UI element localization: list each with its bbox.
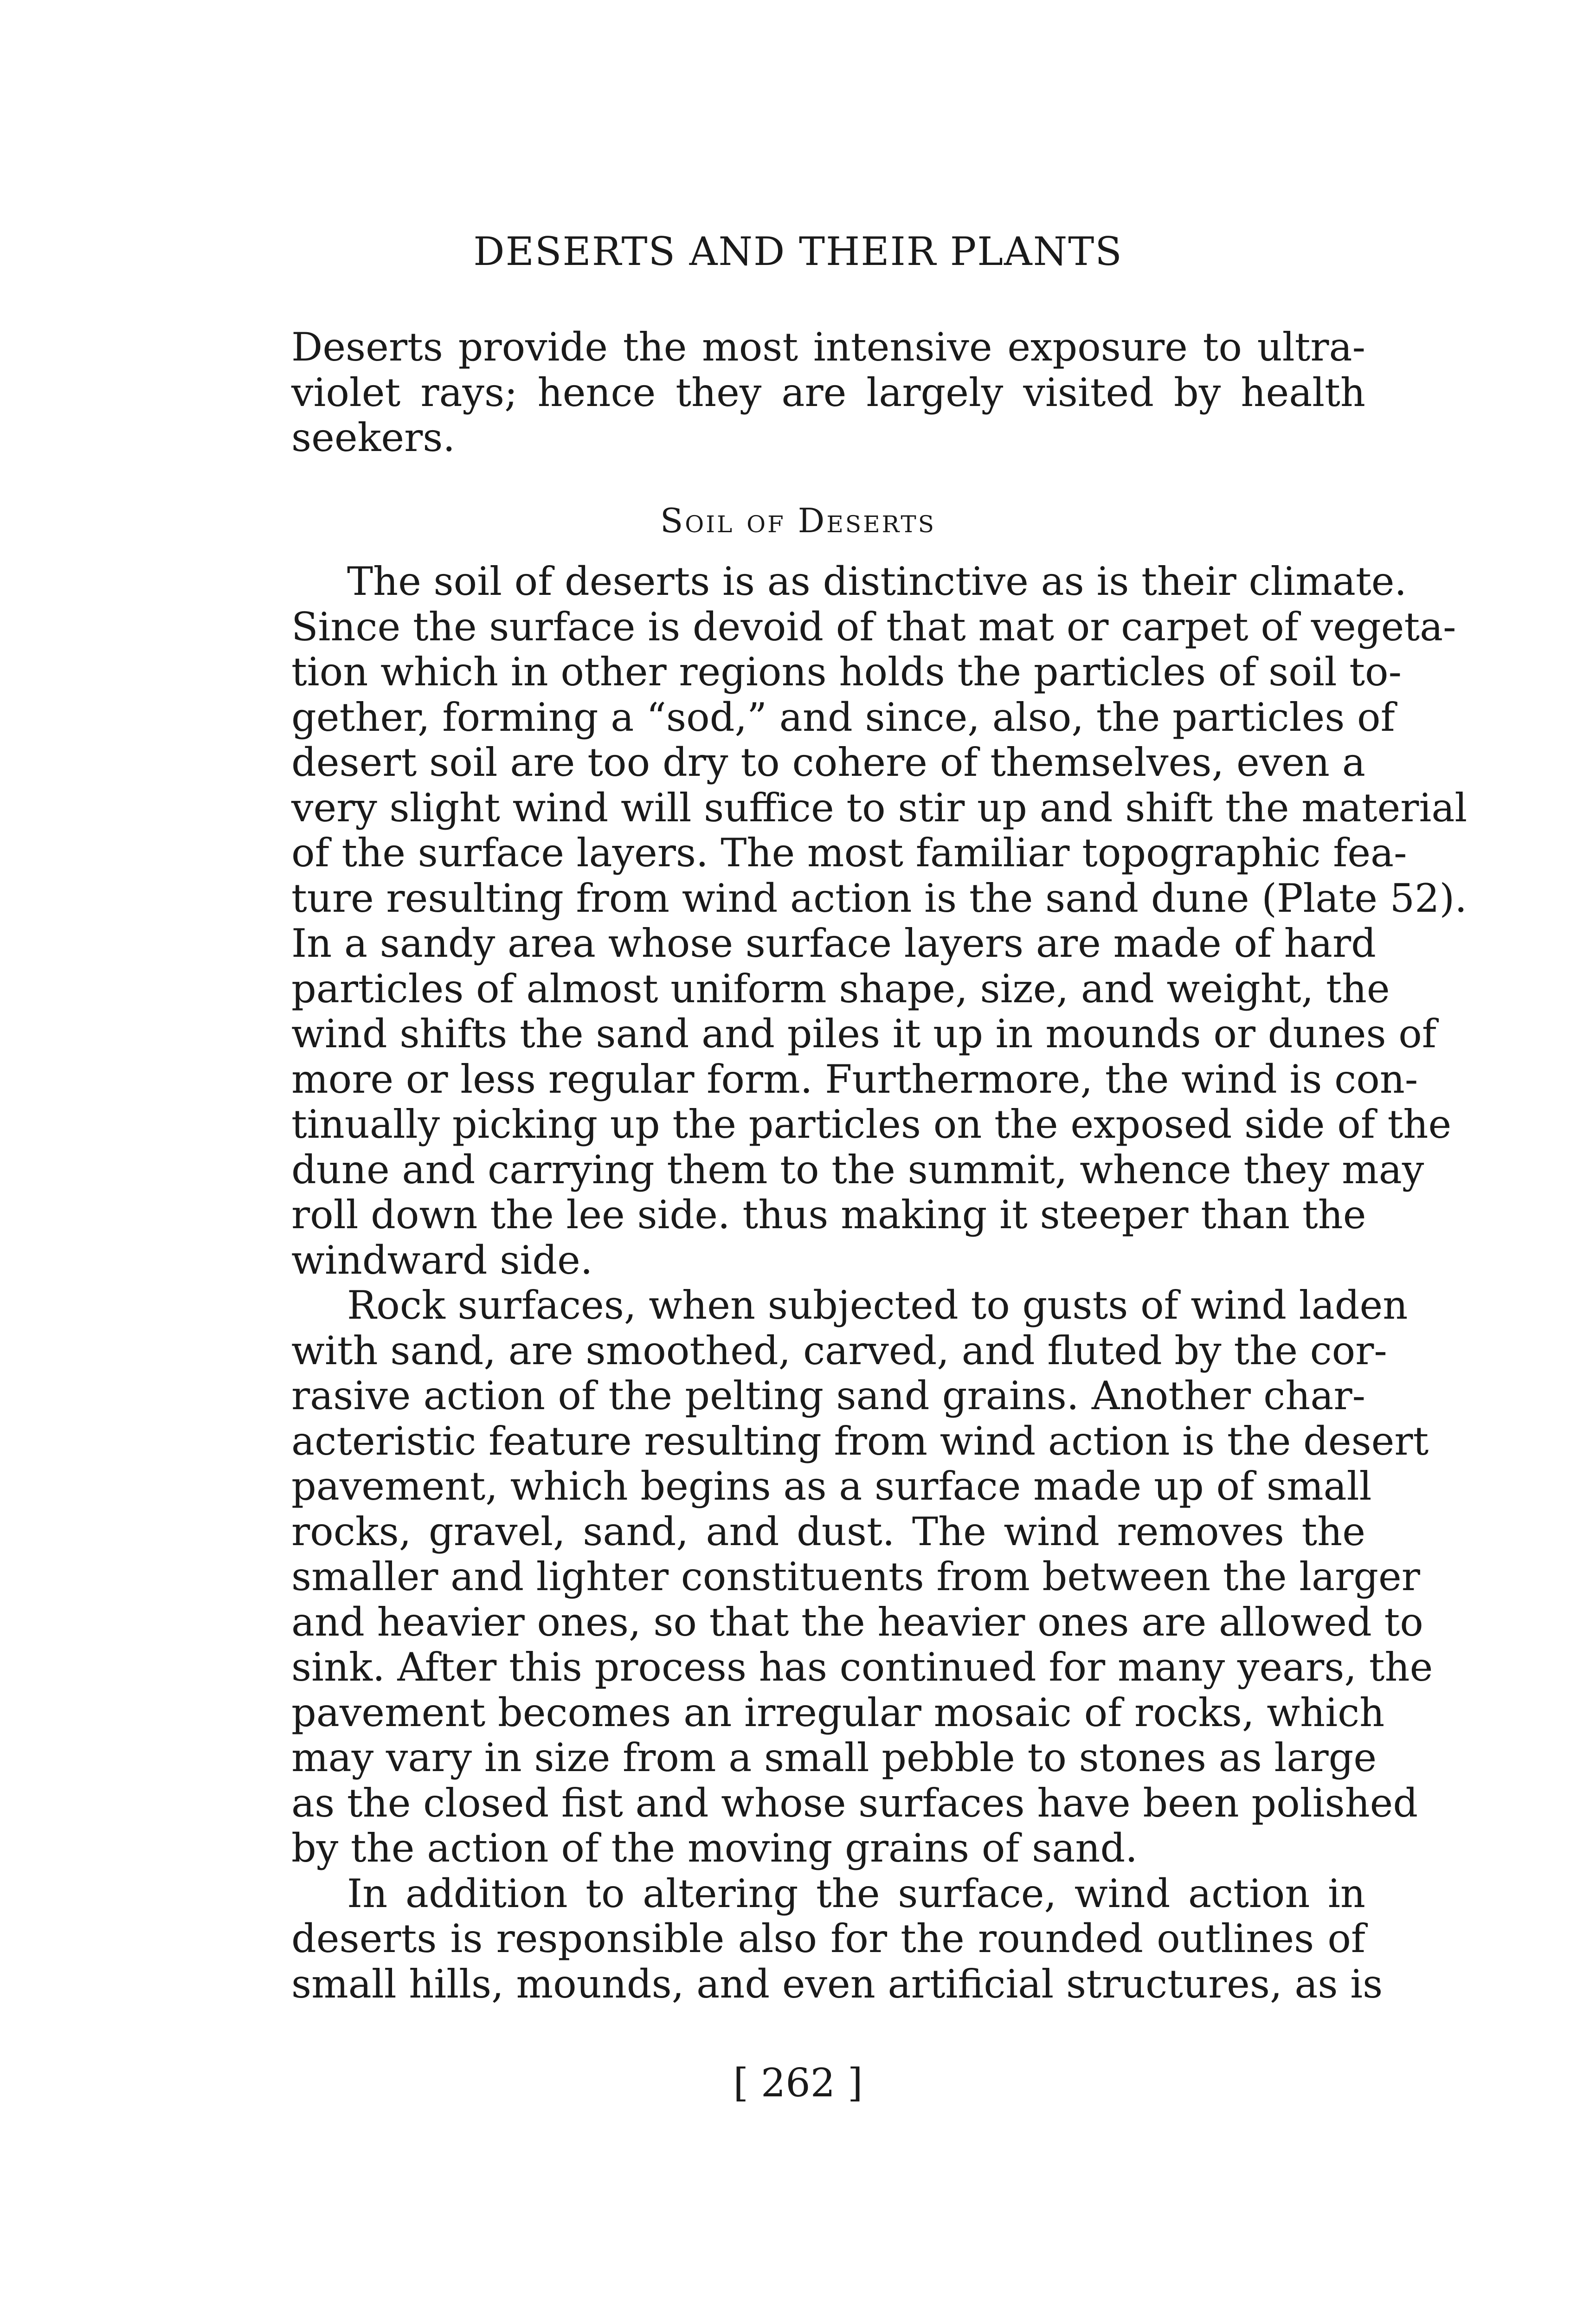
text-line: Deserts provide the most intensive exposure to ultra- — [291, 324, 1365, 370]
text-line: sink. After this process has continued for many years, the — [291, 1644, 1433, 1690]
intro-paragraph — [291, 325, 1365, 461]
text-line: of the surface layers. The most familiar topographic fea- — [291, 830, 1407, 876]
text-line: may vary in size from a small pebble to stones as large — [291, 1735, 1377, 1780]
text-line: Since the surface is devoid of that mat or carpet of vegeta- — [291, 604, 1456, 650]
text-line: more or less regular form. Furthermore, the wind is con- — [291, 1056, 1418, 1102]
text-line: In a sandy area whose surface layers are made of hard — [291, 921, 1376, 966]
text-line: The soil of deserts is as distinctive as is their climate. — [347, 559, 1407, 604]
text-line: ture resulting from wind action is the sand dune (Plate 52). — [291, 875, 1467, 921]
section-body — [291, 559, 1467, 2007]
text-line: violet rays; hence they are largely visited by health — [291, 369, 1365, 415]
text-line: pavement becomes an irregular mosaic of rocks, which — [291, 1689, 1385, 1735]
text-line: wind shifts the sand and piles it up in mounds or dunes of — [291, 1011, 1436, 1057]
section-heading: Soil of Deserts — [660, 501, 936, 540]
text-line: small hills, mounds, and even artificial structures, as is — [291, 1961, 1383, 2007]
text-line: Rock surfaces, when subjected to gusts of wind laden — [347, 1282, 1408, 1328]
text-line: seekers. — [291, 415, 456, 460]
text-line: very slight wind will suffice to stir up and shift the material — [291, 785, 1467, 831]
text-line: tion which in other regions holds the particles of soil to- — [291, 649, 1402, 695]
page-number: [ 262 ] — [733, 2060, 863, 2106]
text-line: In addition to altering the surface, wind action in — [347, 1870, 1365, 1916]
text-line: smaller and lighter constituents from between the larger — [291, 1554, 1420, 1599]
text-line: as the closed fist and whose surfaces have been polished — [291, 1780, 1418, 1826]
text-line: pavement, which begins as a surface made up of small — [291, 1463, 1372, 1509]
text-line: deserts is responsible also for the rounded outlines of — [291, 1916, 1365, 1961]
text-line: with sand, are smoothed, carved, and fluted by the cor- — [291, 1328, 1387, 1373]
text-line: desert soil are too dry to cohere of themselves, even a — [291, 740, 1365, 785]
text-line: particles of almost uniform shape, size, and weight, the — [291, 966, 1390, 1012]
text-line: rocks, gravel, sand, and dust. The wind removes the — [291, 1508, 1365, 1554]
text-line: roll down the lee side. thus making it steeper than the — [291, 1192, 1366, 1237]
text-line: rasive action of the pelting sand grains. Another char- — [291, 1373, 1365, 1418]
text-line: and heavier ones, so that the heavier ones are allowed to — [291, 1599, 1423, 1645]
text-line: windward side. — [291, 1237, 593, 1283]
text-line: gether, forming a “sod,” and since, also, the particles of — [291, 694, 1395, 740]
text-line: tinually picking up the particles on the exposed side of the — [291, 1102, 1452, 1147]
text-line: by the action of the moving grains of sand. — [291, 1825, 1138, 1871]
text-line: dune and carrying them to the summit, whence they may — [291, 1147, 1424, 1192]
text-line: acteristic feature resulting from wind action is the desert — [291, 1418, 1429, 1464]
running-head: DESERTS AND THEIR PLANTS — [473, 229, 1123, 274]
